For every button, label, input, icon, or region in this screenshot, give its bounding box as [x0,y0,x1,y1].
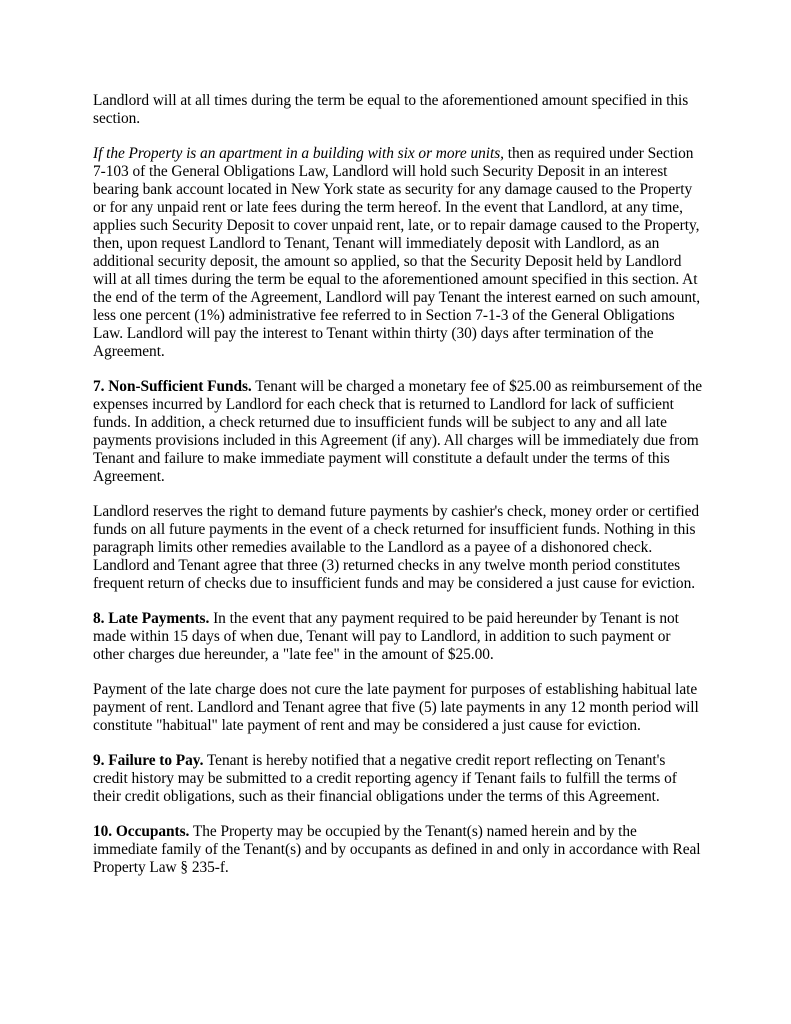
paragraph-text: Tenant is hereby notified that a negative credit report reflecting on Tenant's credit history may be submitted to a credit reporting agency if Tenant fails to fulfill the terms of their credit obligations, such as their financial obligations under the terms of this Agreement. [93,752,677,805]
document-page [93,92,703,894]
paragraph-text: then as required under Section 7-103 of the General Obligations Law, Landlord will hold such Security Deposit in an interest bearing bank account located in New York state as security for any damage caused to the Property or for any unpaid rent or late fees during the term hereof. In the event that Landlord, at any time, applies such Security Deposit to cover unpaid rent, late, or to repair damage caused to the Property, then, upon request Landlord to Tenant, Tenant will immediately deposit with Landlord, as an additional security deposit, the amount so applied, so that the Security Deposit held by Landlord will at all times during the term be equal to the aforementioned amount specified in this section. At the end of the term of the Agreement, Landlord will pay Tenant the interest earned on such amount, less one percent (1%) administrative fee referred to in Section 7-1-3 of the General Obligations Law. Landlord will pay the interest to Tenant within thirty (30) days after termination of the Agreement. [93,145,701,360]
section-8-late-payments [93,610,703,664]
section-7-non-sufficient-funds [93,378,703,486]
paragraph-six-units-deposit [93,145,703,361]
paragraph-text: In the event that any payment required to be paid hereunder by Tenant is not made within 15 days of when due, Tenant will pay to Landlord, in addition to such payment or other charges due hereunder, a "late fee" in the amount of $25.00. [93,610,679,663]
section-heading: 8. Late Payments. [93,610,210,627]
paragraph-habitual-late-payment [93,681,703,735]
paragraph-text: Landlord reserves the right to demand future payments by cashier's check, money order or certified funds on all future payments in the event of a check returned for insufficient funds. Nothing in this paragraph limits other remedies available to the Landlord as a payee of a dishonored check. Landlord and Tenant agree that three (3) returned checks in any twelve month period constitutes frequent return of checks due to insufficient funds and may be considered a just cause for eviction. [93,503,700,592]
paragraph-italic-lead: If the Property is an apartment in a building with six or more units, [93,145,504,162]
section-heading: 7. Non-Sufficient Funds. [93,378,252,395]
paragraph-certified-funds [93,503,703,593]
paragraph-text: Landlord will at all times during the term be equal to the aforementioned amount specified in this section. [93,92,689,127]
paragraph-text: The Property may be occupied by the Tenant(s) named herein and by the immediate family of the Tenant(s) and by occupants as defined in and only in accordance with Real Property Law § 235-f. [93,823,701,876]
section-10-occupants [93,823,703,877]
section-heading: 9. Failure to Pay. [93,752,204,769]
paragraph-deposit-continuation [93,92,703,128]
section-9-failure-to-pay [93,752,703,806]
paragraph-text: Payment of the late charge does not cure the late payment for purposes of establishing habitual late payment of rent. Landlord and Tenant agree that five (5) late payments in any 12 month period will constitute "habitual" late payment of rent and may be considered a just cause for eviction. [93,681,699,734]
paragraph-text: Tenant will be charged a monetary fee of $25.00 as reimbursement of the expenses incurred by Landlord for each check that is returned to Landlord for lack of sufficient funds. In addition, a check returned due to insufficient funds will be subject to any and all late payments provisions included in this Agreement (if any). All charges will be immediately due from Tenant and failure to make immediate payment will constitute a default under the terms of this Agreement. [93,378,703,485]
section-heading: 10. Occupants. [93,823,190,840]
